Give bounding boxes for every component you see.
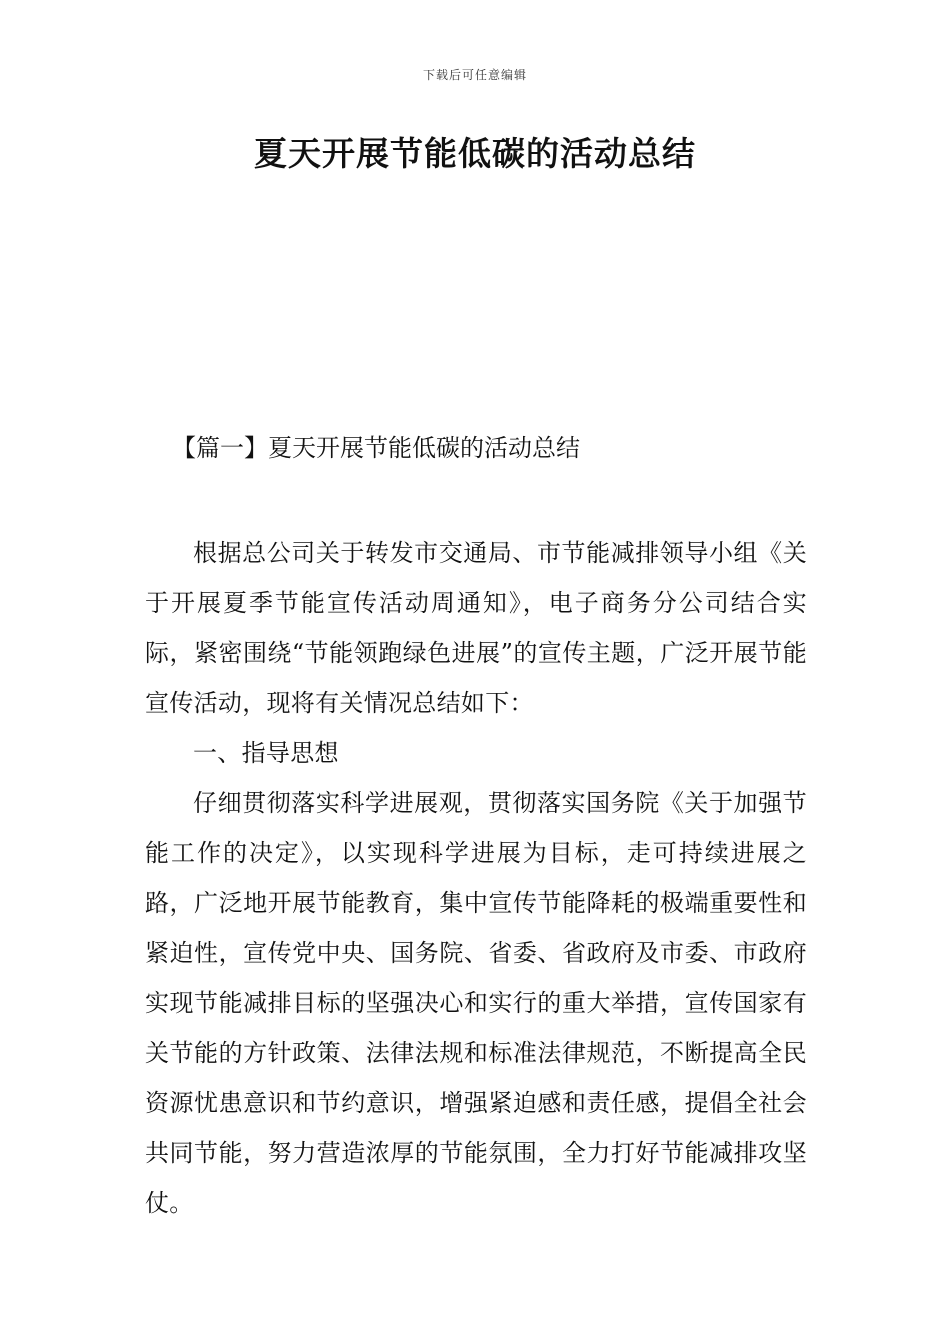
header-note: 下载后可任意编辑 [422, 68, 527, 82]
document-title: 夏天开展节能低碳的活动总结 [254, 134, 696, 173]
paragraph-intro: 根据总公司关于转发市交通局、市节能减排领导小组《关于开展夏季节能宣传活动周通知》，电子商务分公司结合实际，紧密围绕“节能领跑绿色进展”的宣传主题，广泛开展节能宣传活动，现将有关情况总结如下： [145, 539, 807, 717]
document-body [145, 528, 807, 1228]
paragraph-subheading: 一、指导思想 [193, 739, 339, 767]
section-heading: 【篇一】夏天开展节能低碳的活动总结 [172, 434, 580, 462]
paragraph-guiding-thought: 仔细贯彻落实科学进展观，贯彻落实国务院《关于加强节能工作的决定》，以实现科学进展为目标，走可持续进展之路，广泛地开展节能教育，集中宣传节能降耗的极端重要性和紧迫性，宣传党中央、国务院、省委、省政府及市委、市政府实现节能减排目标的坚强决心和实行的重大举措，宣传国家有关节能的方针政策、法律法规和标准法律规范，不断提高全民资源忧患意识和节约意识，增强紧迫感和责任感，提倡全社会共同节能，努力营造浓厚的节能氛围，全力打好节能减排攻坚仗。 [145, 789, 807, 1217]
